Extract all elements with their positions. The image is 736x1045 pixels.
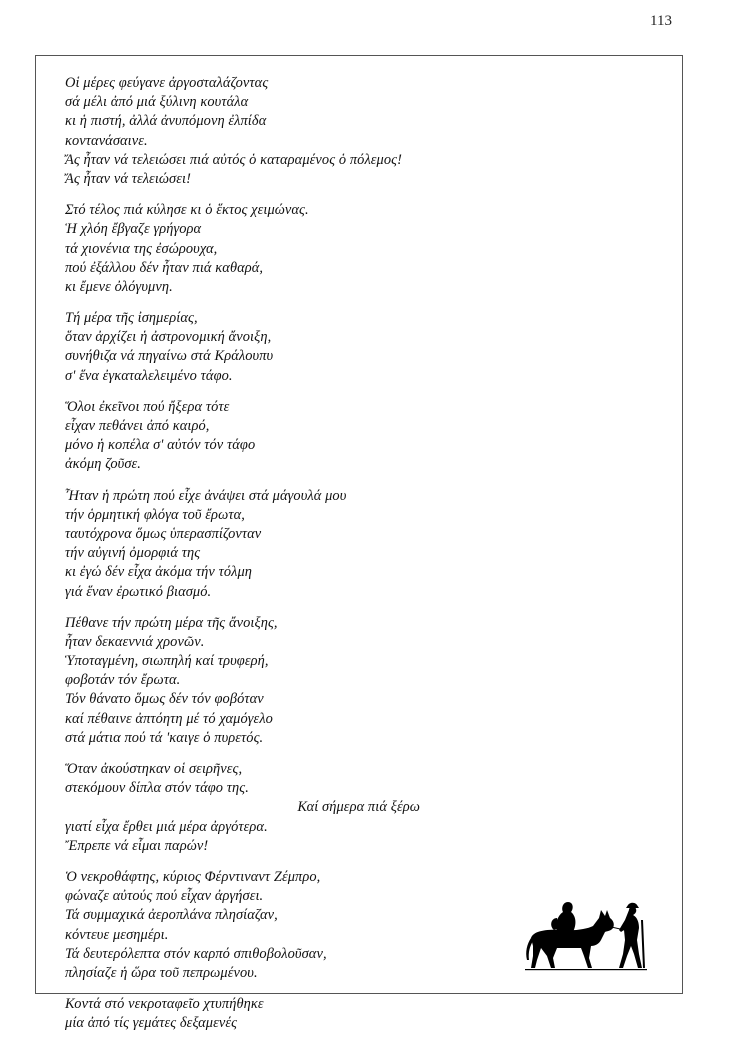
- poem-line: σ' ἕνα ἐγκαταλελειμένο τάφο.: [65, 367, 233, 384]
- poem-line: Ἡ χλόη ἔβγαζε γρήγορα: [65, 221, 202, 238]
- poem-line: φοβοτάν τόν ἔρωτα.: [65, 672, 181, 689]
- poem-line: Πέθανε τήν πρώτη μέρα τῆς ἄνοιξης,: [65, 614, 278, 631]
- poem-line: Ἄς ἦταν νά τελειώσει!: [65, 170, 192, 187]
- poem-line: φώναζε αὐτούς πού εἶχαν ἀργήσει.: [65, 888, 264, 905]
- poem-line: ἀκόμη ζοῦσε.: [65, 456, 141, 473]
- poem-line: Οἱ μέρες φεύγανε ἀργοσταλάζοντας: [65, 75, 269, 91]
- poem-line: πλησίαζε ἡ ὥρα τοῦ πεπρωμένου.: [65, 964, 258, 981]
- stanza-6: [65, 614, 665, 748]
- poem-line: συνήθιζα νά πηγαίνω στά Κράλουπυ: [65, 348, 274, 365]
- stanza-4: [65, 398, 665, 475]
- poem-line: στεκόμουν δίπλα στόν τάφο της.: [65, 780, 249, 797]
- stanza-2: [65, 201, 665, 297]
- poem-line: μία ἀπό τίς γεμάτες δεξαμενές: [65, 1015, 238, 1032]
- poem-line: πού ἐξάλλου δέν ἦταν πιά καθαρά,: [65, 259, 264, 276]
- poem-line: ἦταν δεκαεννιά χρονῶν.: [65, 633, 205, 650]
- poem-line: Ἄς ἦταν νά τελειώσει πιά αὐτός ὁ καταραμένος ὁ πόλεμος!: [65, 151, 403, 168]
- poem-line: Κοντά στό νεκροταφεῖο χτυπήθηκε: [65, 996, 264, 1013]
- stanza-7: [65, 760, 665, 856]
- stanza-3: [65, 309, 665, 386]
- poem-line: Στό τέλος πιά κύλησε κι ὁ ἕκτος χειμώνας.: [65, 202, 309, 219]
- stanza-5: [65, 487, 665, 602]
- poem-line-indented: Καί σήμερα πιά ξέρω: [297, 799, 420, 816]
- poem-line: τά χιονένια της ἐσώρουχα,: [65, 240, 218, 257]
- text-frame: [35, 55, 683, 1032]
- poem-line: κοντανάσαινε.: [65, 132, 148, 149]
- poem-line: Τά συμμαχικά ἀεροπλάνα πλησίαζαν,: [65, 907, 278, 924]
- poem-line: Ἔπρεπε νά εἶμαι παρών!: [65, 837, 209, 854]
- stanza-1: [65, 74, 665, 189]
- poem-line: κι ἔμενε ὀλόγυμνη.: [65, 278, 173, 295]
- poem-line: κι ἐγώ δέν εἶχα ἀκόμα τήν τόλμη: [65, 564, 253, 581]
- donkey-rider-silhouette-icon: [521, 896, 651, 976]
- poem-line: ταυτόχρονα ὅμως ὑπερασπίζονταν: [65, 525, 262, 542]
- poem-line: μόνο ἡ κοπέλα σ' αὐτόν τόν τάφο: [65, 437, 256, 454]
- poem-line: γιατί εἶχα ἔρθει μιά μέρα ἀργότερα.: [65, 818, 268, 835]
- poem-line: Τά δευτερόλεπτα στόν καρπό σπιθοβολοῦσαν,: [65, 945, 327, 962]
- poem-line: εἶχαν πεθάνει ἀπό καιρό,: [65, 418, 210, 434]
- poem-line: στά μάτια πού τά 'καιγε ὁ πυρετός.: [65, 729, 264, 746]
- poem-line: γιά ἕναν ἐρωτικό βιασμό.: [65, 583, 212, 600]
- poem-line: Τή μέρα τῆς ἰσημερίας,: [65, 310, 198, 327]
- poem-line: Ὅταν ἀκούστηκαν οἱ σειρῆνες,: [65, 761, 243, 777]
- poem-line: σά μέλι ἀπό μιά ξύλινη κουτάλα: [65, 94, 249, 111]
- poem-line: Ὁ νεκροθάφτης, κύριος Φέρντιναντ Ζέμπρο,: [65, 868, 321, 885]
- poem-line: Τόν θάνατο ὅμως δέν τόν φοβόταν: [65, 691, 264, 708]
- poem-line: Ὑποταγμένη, σιωπηλή καί τρυφερή,: [65, 653, 269, 670]
- poem-line: Ὅλοι ἐκεῖνοι πού ἤξερα τότε: [65, 398, 230, 415]
- poem-line: κι ἡ πιστή, ἀλλά ἀνυπόμονη ἐλπίδα: [65, 113, 267, 130]
- page-number: 113: [650, 13, 672, 29]
- poem-line: Ἦταν ἡ πρώτη πού εἶχε ἀνάψει στά μάγουλά μου: [65, 487, 347, 504]
- poem-line: κόντευε μεσημέρι.: [65, 926, 169, 943]
- poem-line: καί πέθαινε ἀπτόητη μέ τό χαμόγελο: [65, 710, 273, 727]
- poem-line: τήν ὁρμητική φλόγα τοῦ ἔρωτα,: [65, 506, 245, 523]
- poem-line: τήν αὐγινή ὀμορφιά της: [65, 545, 201, 562]
- poem-line: ὅταν ἀρχίζει ἡ ἀστρονομική ἄνοιξη,: [65, 329, 272, 346]
- stanza-9: [65, 995, 665, 1033]
